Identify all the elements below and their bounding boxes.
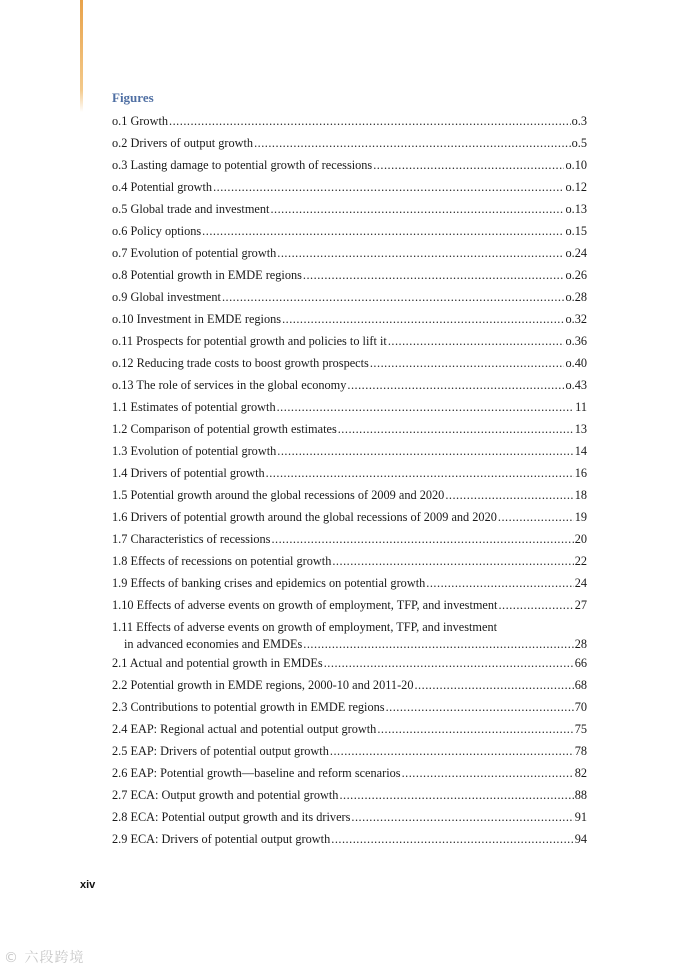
toc-entry-page: 82 [574,766,587,780]
toc-entry[interactable] [112,575,587,597]
toc-entry-page: 14 [574,444,587,458]
toc-entry-title: 1.7 Characteristics of recessions [112,532,271,546]
toc-entry-page: o.32 [565,312,587,326]
dot-leader [213,179,564,196]
toc-entry-title: 1.8 Effects of recessions on potential growth [112,554,332,568]
section-heading: Figures [112,90,154,105]
toc-entry[interactable] [112,311,587,333]
toc-entry-title: 2.6 EAP: Potential growth—baseline and reform scenarios [112,766,401,780]
toc-entry-title: 1.5 Potential growth around the global recessions of 2009 and 2020 [112,488,445,502]
toc-entry-page: o.40 [565,356,587,370]
toc-entry-title: 2.9 ECA: Drivers of potential output growth [112,832,331,846]
toc-entry[interactable] [112,443,587,465]
dot-leader [324,655,574,672]
toc-entry-title: o.9 Global investment [112,290,221,304]
toc-entry[interactable] [112,787,587,809]
toc-entry[interactable] [112,809,587,831]
toc-entry[interactable] [112,743,587,765]
dot-leader [303,636,573,653]
toc-entry-title: 2.5 EAP: Drivers of potential output growth [112,744,329,758]
toc-entry[interactable] [112,135,587,157]
toc-entry-page: 13 [574,422,587,436]
dot-leader [277,245,564,262]
toc-entry-page: o.3 [571,114,587,128]
toc-entry[interactable] [112,421,587,443]
toc-entry-page: 20 [574,532,587,546]
toc-entry-title: o.1 Growth [112,114,169,128]
toc-entry[interactable] [112,245,587,267]
toc-entry[interactable] [112,355,587,377]
toc-entry-page: 24 [574,576,587,590]
toc-entry-title: 2.7 ECA: Output growth and potential growth [112,788,339,802]
toc-entry-title: 2.1 Actual and potential growth in EMDEs [112,656,323,670]
toc-entry-title: o.6 Policy options [112,224,202,238]
toc-entry[interactable] [112,531,587,553]
toc-entry-title: 1.11 Effects of adverse events on growth of employment, TFP, and investment [112,620,498,634]
toc-entry-title: 2.3 Contributions to potential growth in EMDE regions [112,700,385,714]
toc-entry-page: 68 [574,678,587,692]
toc-entry-page: 19 [574,510,587,524]
toc-entry[interactable] [112,179,587,201]
toc-entry-page: 27 [574,598,587,612]
toc-entry-title: 1.4 Drivers of potential growth [112,466,265,480]
toc-entry-title: 2.2 Potential growth in EMDE regions, 2000-10 and 2011-20 [112,678,414,692]
dot-leader [498,509,574,526]
dot-leader [169,113,571,130]
watermark: © 六段跨境 [4,950,85,966]
toc-entry-title: 1.3 Evolution of potential growth [112,444,277,458]
dot-leader [277,399,575,416]
dot-leader [498,597,573,614]
toc-entry-page: o.13 [565,202,587,216]
dot-leader [347,377,564,394]
dot-leader [266,465,574,482]
dot-leader [270,201,564,218]
toc-entry-page: o.15 [565,224,587,238]
dot-leader [254,135,571,152]
toc-entry-title: o.13 The role of services in the global economy [112,378,347,392]
dot-leader [331,831,573,848]
toc-entry-title: 1.10 Effects of adverse events on growth of employment, TFP, and investment [112,598,498,612]
toc-entry[interactable] [112,721,587,743]
dot-leader [414,677,573,694]
toc-entry-page: o.43 [565,378,587,392]
toc-entry-page: 94 [574,832,587,846]
toc-entry[interactable] [112,655,587,677]
dot-leader [339,787,573,804]
dot-leader [330,743,574,760]
dot-leader [332,553,573,570]
toc-entry-title: o.11 Prospects for potential growth and policies to lift it [112,334,387,348]
dot-leader [271,531,573,548]
toc-entry-page: 18 [574,488,587,502]
toc-entry[interactable] [112,619,587,655]
toc-entry-title: 1.9 Effects of banking crises and epidemics on potential growth [112,576,426,590]
toc-entry-page: 16 [574,466,587,480]
toc-entry-page: 22 [574,554,587,568]
toc-entry-page: o.36 [565,334,587,348]
toc-entry-title: 1.2 Comparison of potential growth estimates [112,422,337,436]
toc-entry[interactable] [112,113,587,135]
toc-entry-title: 2.8 ECA: Potential output growth and its drivers [112,810,351,824]
dot-leader [445,487,573,504]
toc-entry[interactable] [112,831,587,853]
dot-leader [282,311,564,328]
toc-entry[interactable] [112,201,587,223]
toc-entry[interactable] [112,377,587,399]
dot-leader [202,223,564,240]
dot-leader [402,765,574,782]
dot-leader [222,289,565,306]
toc-entry[interactable] [112,677,587,699]
toc-entry[interactable] [112,223,587,245]
toc-entry-page: 78 [574,744,587,758]
toc-entry-title: o.7 Evolution of potential growth [112,246,277,260]
toc-entry-page: 70 [574,700,587,714]
toc-entry-page: 66 [574,656,587,670]
toc-entry-page: o.26 [565,268,587,282]
toc-entry[interactable] [112,597,587,619]
dot-leader [351,809,573,826]
toc-entry-page: 88 [574,788,587,802]
toc-entry-page: 75 [574,722,587,736]
toc-entry-page: 91 [574,810,587,824]
toc-entry[interactable] [112,509,587,531]
toc-entry-title: o.3 Lasting damage to potential growth of recessions [112,158,373,172]
dot-leader [277,443,573,460]
dot-leader [303,267,565,284]
table-of-figures [112,113,587,853]
toc-entry-title: 1.6 Drivers of potential growth around the global recessions of 2009 and 2020 [112,510,497,524]
toc-entry-page: o.12 [565,180,587,194]
toc-entry[interactable] [112,465,587,487]
toc-entry[interactable] [112,487,587,509]
toc-entry-title: o.4 Potential growth [112,180,213,194]
dot-leader [388,333,565,350]
dot-leader [373,157,564,174]
toc-entry-page: o.24 [565,246,587,260]
toc-entry-title: 1.1 Estimates of potential growth [112,400,276,414]
toc-entry[interactable] [112,765,587,787]
toc-entry[interactable] [112,553,587,575]
dot-leader [370,355,565,372]
dot-leader [377,721,573,738]
toc-entry[interactable] [112,399,587,421]
accent-bar [80,0,83,112]
toc-entry-title: o.2 Drivers of output growth [112,136,254,150]
toc-entry[interactable] [112,157,587,179]
dot-leader [426,575,573,592]
toc-entry-page: o.10 [565,158,587,172]
page-number: xiv [80,879,96,891]
toc-entry[interactable] [112,289,587,311]
dot-leader [386,699,574,716]
toc-entry[interactable] [112,699,587,721]
toc-entry-page: o.28 [565,290,587,304]
toc-entry-title: o.8 Potential growth in EMDE regions [112,268,302,282]
dot-leader [338,421,574,438]
toc-entry-page: o.5 [571,136,587,150]
toc-entry[interactable] [112,267,587,289]
toc-entry-title: in advanced economies and EMDEs [124,637,303,651]
toc-entry-page: 11 [575,400,587,414]
toc-entry-title: o.12 Reducing trade costs to boost growth prospects [112,356,369,370]
toc-entry-page: 28 [574,637,587,651]
toc-entry-title: 2.4 EAP: Regional actual and potential output growth [112,722,377,736]
toc-entry-title: o.5 Global trade and investment [112,202,270,216]
toc-entry[interactable] [112,333,587,355]
toc-entry-title: o.10 Investment in EMDE regions [112,312,282,326]
